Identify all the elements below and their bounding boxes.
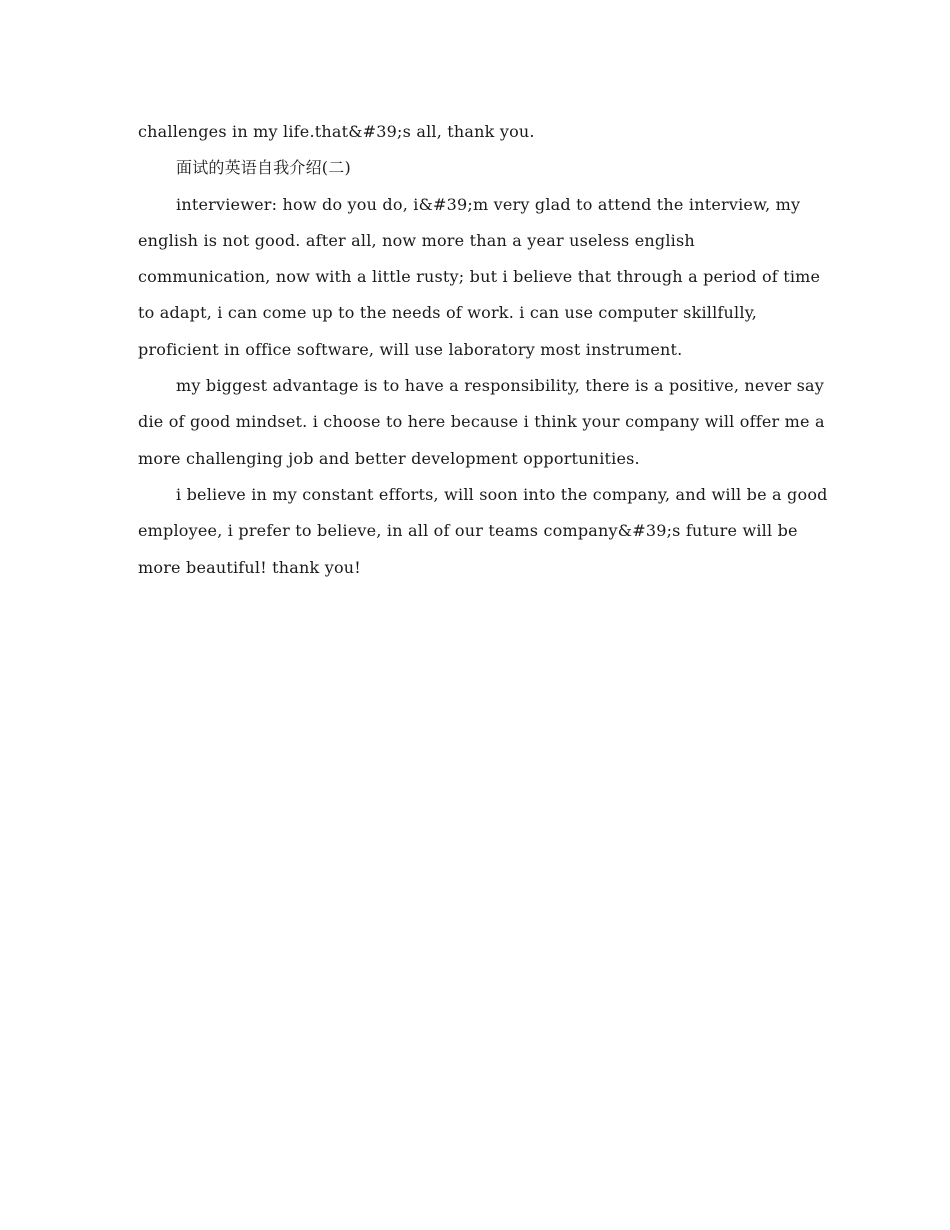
paragraph-conclusion: i believe in my constant efforts, will soon into the company, and will be a good employee, i prefer to believe, in all of our teams company&#39;s future will be more beautiful! thank you! [138,484,828,577]
paragraph-closing: challenges in my life.that&#39;s all, thank you. [138,122,535,141]
paragraph-introduction: interviewer: how do you do, i&#39;m very glad to attend the interview, my english is not good. after all, now more than a year useless english communication, now with a little rusty; but i believe that through a period of time to adapt, i can come up to the needs of work. i can use computer skillfully, proficient in office software, will use laboratory most instrument. [138,194,821,359]
paragraph-advantage: my biggest advantage is to have a responsibility, there is a positive, never say die of good mindset. i choose to here because i think your company will offer me a more challenging job and better development opportunities. [138,376,825,468]
document-body [138,114,828,586]
section-heading: 面试的英语自我介绍(二) [176,158,351,178]
